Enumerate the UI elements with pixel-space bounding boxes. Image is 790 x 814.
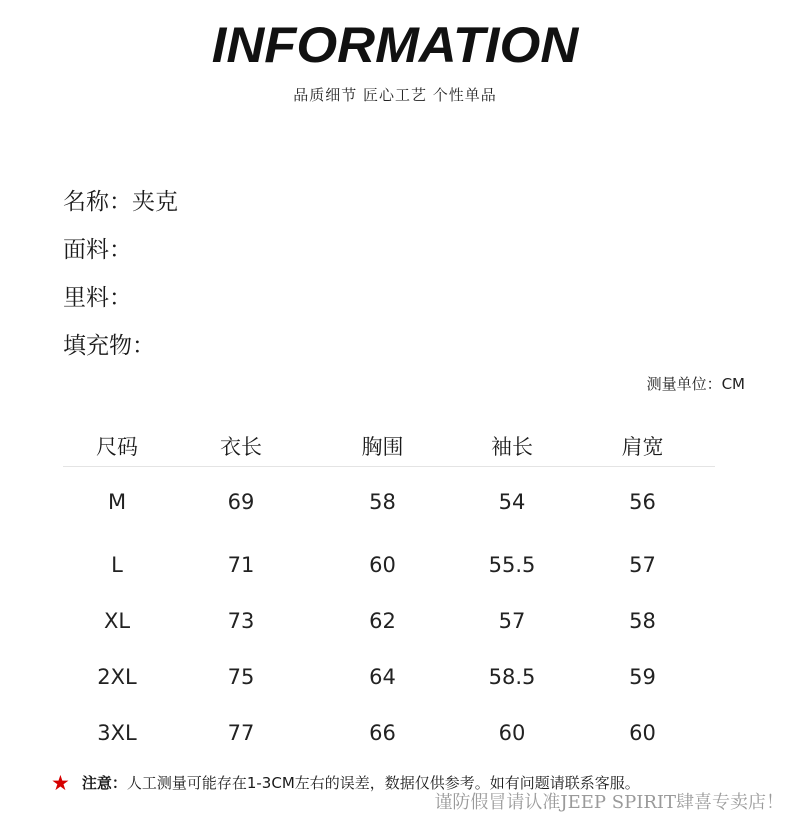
table-row: [63, 467, 715, 538]
cell-size: M: [107, 490, 127, 514]
unit-note: 测量单位：CM: [646, 375, 745, 393]
table-header-row: [63, 426, 715, 467]
header-sleeve: 袖长: [454, 426, 570, 467]
table-row: [63, 537, 715, 593]
cell-size: L: [111, 553, 123, 577]
cell-length: 71: [227, 553, 255, 577]
cell-length: 77: [227, 721, 255, 745]
cell-chest: 62: [369, 609, 396, 633]
cell-shoulder: 58: [629, 609, 656, 633]
cell-chest: 58: [369, 490, 396, 514]
cell-shoulder: 56: [629, 490, 656, 514]
cell-sleeve: 54: [498, 490, 526, 514]
cell-chest: 64: [369, 665, 396, 689]
cell-sleeve: 58.5: [488, 665, 536, 689]
cell-size: 2XL: [97, 665, 137, 689]
cell-chest: 60: [369, 553, 396, 577]
page-title: INFORMATION: [211, 17, 579, 73]
table-row: [63, 705, 715, 761]
note-label: 注意：: [81, 774, 127, 792]
cell-shoulder: 60: [629, 721, 656, 745]
cell-shoulder: 59: [629, 665, 656, 689]
header: [0, 17, 790, 105]
cell-length: 69: [227, 490, 255, 514]
table-row: [63, 649, 715, 705]
product-info-list: [63, 178, 178, 370]
page-subtitle: 品质细节 匠心工艺 个性单品: [293, 86, 497, 104]
info-fabric: 面料：: [63, 237, 132, 263]
size-table: [63, 426, 715, 761]
cell-sleeve: 57: [498, 609, 526, 633]
info-name: 名称：夹克: [63, 189, 178, 215]
star-icon: ★: [51, 771, 70, 795]
note-text: 人工测量可能存在1-3CM左右的误差，数据仅供参考。如有问题请联系客服。: [126, 774, 640, 792]
cell-size: 3XL: [97, 721, 137, 745]
header-size: 尺码: [63, 426, 171, 467]
cell-length: 73: [227, 609, 255, 633]
header-chest: 胸围: [311, 426, 454, 467]
cell-sleeve: 55.5: [488, 553, 536, 577]
info-lining: 里料：: [63, 285, 132, 311]
watermark: 谨防假冒请认准JEEP SPIRIT肆喜专卖店！: [434, 792, 784, 813]
cell-length: 75: [227, 665, 255, 689]
cell-shoulder: 57: [629, 553, 656, 577]
header-length: 衣长: [171, 426, 311, 467]
cell-sleeve: 60: [498, 721, 526, 745]
cell-size: XL: [103, 609, 131, 633]
header-shoulder: 肩宽: [570, 426, 715, 467]
info-filling: 填充物：: [63, 333, 155, 359]
table-row: [63, 593, 715, 649]
cell-chest: 66: [369, 721, 396, 745]
